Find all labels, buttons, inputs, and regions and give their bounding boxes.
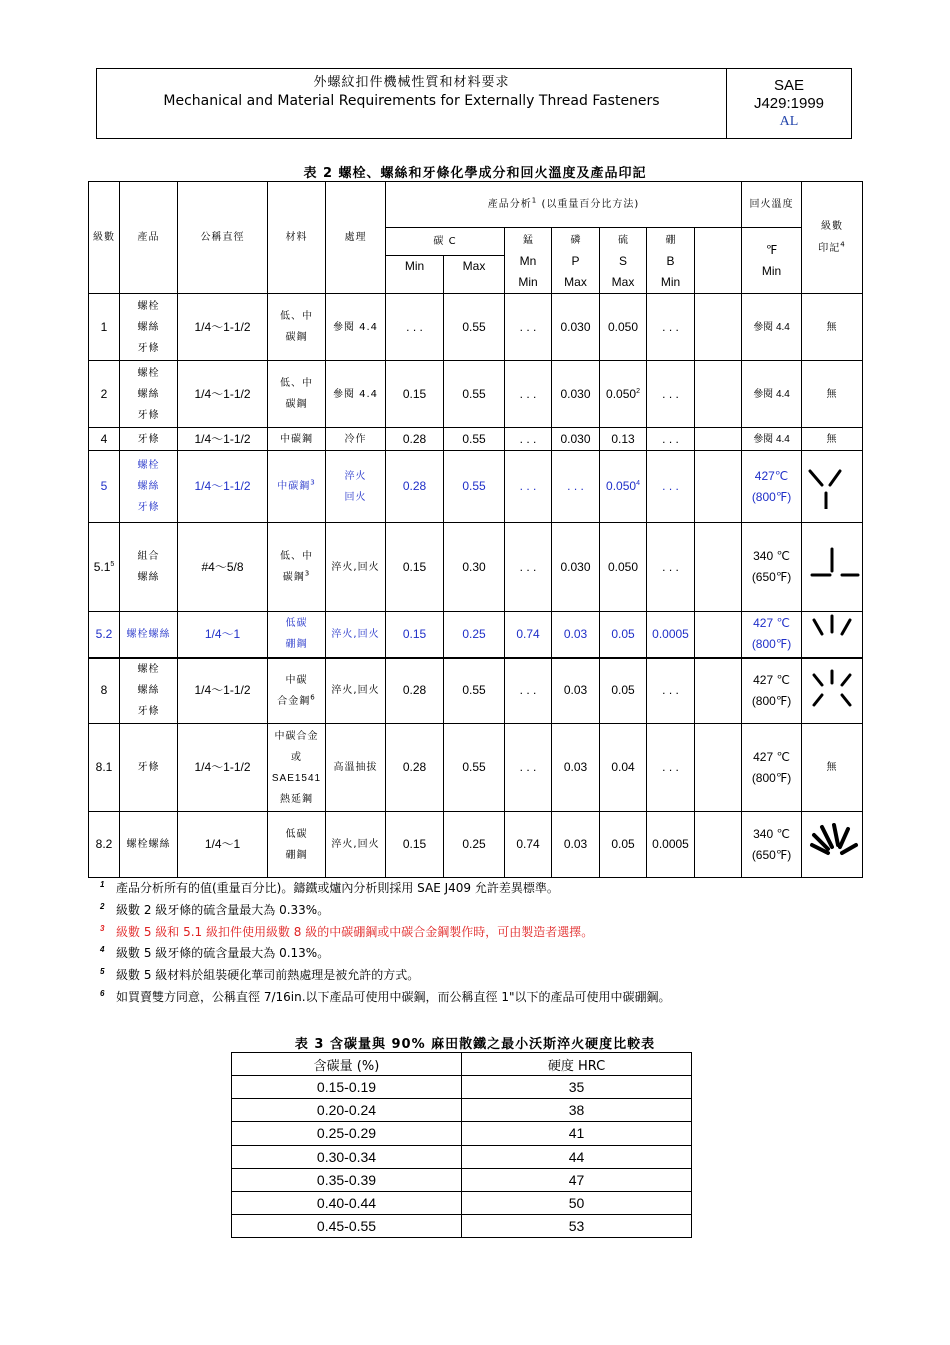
cell-mn: . . . — [505, 658, 552, 724]
grade-marking-8.2 — [804, 823, 860, 867]
std-line1: SAE — [773, 77, 804, 94]
cell-nominal-dia: 1/4～1 — [178, 812, 268, 878]
cell-b: . . . — [647, 361, 695, 428]
cell-hardness: 47 — [462, 1168, 692, 1191]
cell-material: 低碳 硼鋼 — [268, 812, 326, 878]
std-line3: AL — [779, 114, 799, 129]
cell-treatment: 淬火,回火 — [326, 612, 386, 658]
cell-blank — [695, 294, 742, 361]
hdr-nominal-dia: 公稱直徑 — [178, 182, 268, 294]
cell-carbon-range: 0.40-0.44 — [232, 1191, 462, 1214]
cell-c-min: 0.28 — [386, 428, 444, 451]
cell-grade: 8 — [89, 658, 120, 724]
cell-blank — [695, 451, 742, 523]
cell-product: 組合 螺絲 — [120, 523, 178, 612]
cell-carbon-range: 0.25-0.29 — [232, 1122, 462, 1145]
cell-tempering: 427 ℃ (800℉) — [742, 658, 802, 724]
hdr-material: 材料 — [268, 182, 326, 294]
cell-material: 低、中 碳鋼 — [268, 361, 326, 428]
cell-material: 中碳 合金鋼$^6$ — [268, 658, 326, 724]
footnote-1: 1 產品分析所有的值(重量百分比)。鑄鐵或爐內分析則採用 SAE J409 允許差異標準。 — [100, 880, 559, 895]
cell-c-max: 0.25 — [444, 612, 505, 658]
cell-marking: 無 — [802, 428, 863, 451]
table-row — [232, 1168, 692, 1191]
cell-c-max: 0.55 — [444, 428, 505, 451]
cell-b: . . . — [647, 428, 695, 451]
cell-blank — [695, 724, 742, 812]
cell-carbon-range: 0.30-0.34 — [232, 1145, 462, 1168]
std-line2: J429:1999 — [753, 95, 825, 112]
table-row — [232, 1191, 692, 1214]
cell-grade: 1 — [89, 294, 120, 361]
cell-c-max: 0.30 — [444, 523, 505, 612]
cell-c-max: 0.55 — [444, 451, 505, 523]
cell-tempering: 340 ℃ (650℉) — [742, 523, 802, 612]
hdr-analysis: 產品分析$^1$ (以重量百分比方法) — [386, 182, 742, 228]
cell-material: 低碳 硼鋼 — [268, 612, 326, 658]
cell-blank — [695, 523, 742, 612]
cell-tempering: 427 ℃ (800℉) — [742, 612, 802, 658]
cell-marking — [802, 812, 863, 878]
grade-marking-8 — [804, 669, 860, 713]
cell-p: 0.030 — [552, 361, 600, 428]
cell-tempering: 427℃ (800℉) — [742, 451, 802, 523]
cell-mn: . . . — [505, 361, 552, 428]
cell-marking: 無 — [802, 294, 863, 361]
hdr-p: 磷 P Max — [552, 228, 600, 294]
cell-c-min: 0.15 — [386, 812, 444, 878]
cell-carbon-range: 0.20-0.24 — [232, 1099, 462, 1122]
cell-blank — [695, 812, 742, 878]
cell-b: . . . — [647, 724, 695, 812]
hdr-blank — [695, 228, 742, 294]
cell-hardness: 35 — [462, 1076, 692, 1099]
table-row — [232, 1214, 692, 1237]
cell-hardness: 38 — [462, 1099, 692, 1122]
cell-carbon-range: 0.45-0.55 — [232, 1214, 462, 1237]
cell-product: 螺栓 螺絲 牙條 — [120, 658, 178, 724]
cell-grade: 2 — [89, 361, 120, 428]
cell-c-min: 0.28 — [386, 724, 444, 812]
grade-marking-5 — [804, 465, 860, 509]
cell-marking — [802, 451, 863, 523]
table-row — [232, 1122, 692, 1145]
cell-s: 0.050 — [600, 523, 647, 612]
header-title-cell — [97, 69, 727, 138]
hdr-carbon-content: 含碳量 (%) — [232, 1053, 462, 1076]
cell-p: 0.030 — [552, 523, 600, 612]
cell-carbon-range: 0.15-0.19 — [232, 1076, 462, 1099]
cell-b: . . . — [647, 294, 695, 361]
cell-b: . . . — [647, 451, 695, 523]
cell-grade: 8.1 — [89, 724, 120, 812]
cell-c-max: 0.55 — [444, 294, 505, 361]
cell-p: 0.030 — [552, 428, 600, 451]
document-header — [96, 68, 852, 139]
hdr-treatment: 處理 — [326, 182, 386, 294]
cell-nominal-dia: 1/4～1-1/2 — [178, 294, 268, 361]
cell-treatment: 淬火,回火 — [326, 658, 386, 724]
cell-b: 0.0005 — [647, 812, 695, 878]
cell-treatment: 淬火,回火 — [326, 523, 386, 612]
cell-tempering: 參閱 4.4 — [742, 361, 802, 428]
table-row — [89, 361, 863, 428]
cell-carbon-range: 0.35-0.39 — [232, 1168, 462, 1191]
cell-p: 0.03 — [552, 812, 600, 878]
footnote-4: 4 級數 5 級牙條的硫含量最大為 0.13%。 — [100, 945, 330, 961]
cell-material: 低、中 碳鋼 — [268, 294, 326, 361]
table-row — [89, 451, 863, 523]
cell-blank — [695, 612, 742, 658]
cell-s: 0.05 — [600, 658, 647, 724]
table-row — [89, 294, 863, 361]
cell-nominal-dia: 1/4～1-1/2 — [178, 361, 268, 428]
cell-c-min: 0.15 — [386, 523, 444, 612]
cell-marking — [802, 523, 863, 612]
cell-marking — [802, 612, 863, 658]
hdr-temp-f: ℉ Min — [742, 228, 802, 294]
cell-grade: 5 — [89, 451, 120, 523]
cell-b: . . . — [647, 523, 695, 612]
cell-product: 牙條 — [120, 428, 178, 451]
table-row — [232, 1145, 692, 1168]
cell-nominal-dia: #4～5/8 — [178, 523, 268, 612]
cell-s: 0.04 — [600, 724, 647, 812]
cell-tempering: 參閱 4.4 — [742, 294, 802, 361]
cell-marking: 無 — [802, 724, 863, 812]
footnote-2: 2 級數 2 級牙條的硫含量最大為 0.33%。 — [100, 901, 330, 917]
cell-tempering: 427 ℃ (800℉) — [742, 724, 802, 812]
cell-nominal-dia: 1/4～1-1/2 — [178, 451, 268, 523]
cell-s: 0.050$^2$ — [600, 361, 647, 428]
table-row — [89, 612, 863, 658]
hdr-s: 硫 S Max — [600, 228, 647, 294]
cell-c-min: 0.15 — [386, 361, 444, 428]
cell-mn: 0.74 — [505, 612, 552, 658]
cell-blank — [695, 658, 742, 724]
cell-hardness: 53 — [462, 1214, 692, 1237]
cell-grade: 8.2 — [89, 812, 120, 878]
cell-material: 低、中 碳鋼$^3$ — [268, 523, 326, 612]
cell-product: 螺栓螺絲 — [120, 612, 178, 658]
cell-mn: . . . — [505, 724, 552, 812]
cell-s: 0.05 — [600, 812, 647, 878]
cell-nominal-dia: 1/4～1-1/2 — [178, 428, 268, 451]
title-en: Mechanical and Material Requirements for Externally Thread Fasteners — [163, 93, 660, 109]
header-standard-cell — [727, 69, 851, 138]
table2-caption: 表 2 螺栓、螺絲和牙條化學成分和回火溫度及產品印記 — [303, 166, 647, 181]
cell-nominal-dia: 1/4～1 — [178, 612, 268, 658]
cell-marking — [802, 658, 863, 724]
cell-product: 螺栓螺絲 — [120, 812, 178, 878]
title-zh: 外螺紋扣件機械性質和材料要求 — [313, 75, 510, 90]
table-row — [89, 812, 863, 878]
cell-treatment: 參閱 4.4 — [326, 294, 386, 361]
hdr-b: 硼 B Min — [647, 228, 695, 294]
footnote-6: 6 如買賣雙方同意，公稱直徑 7/16in.以下產品可使用中碳鋼，而公稱直徑 1"以下的產品可使用中碳硼鋼。 — [100, 988, 671, 1004]
cell-mn: 0.74 — [505, 812, 552, 878]
cell-material: 中碳鋼 — [268, 428, 326, 451]
cell-p: . . . — [552, 451, 600, 523]
cell-blank — [695, 428, 742, 451]
cell-hardness: 41 — [462, 1122, 692, 1145]
cell-treatment: 高溫抽拔 — [326, 724, 386, 812]
table-row — [89, 523, 863, 612]
cell-s: 0.05 — [600, 612, 647, 658]
table-row — [89, 658, 863, 724]
cell-p: 0.03 — [552, 724, 600, 812]
cell-c-min: 0.28 — [386, 658, 444, 724]
cell-treatment: 參閱 4.4 — [326, 361, 386, 428]
hdr-product: 產品 — [120, 182, 178, 294]
hdr-c-max: Max — [444, 256, 505, 294]
cell-treatment: 冷作 — [326, 428, 386, 451]
table-row — [232, 1076, 692, 1099]
footnote-3: 3 級數 5 級和 5.1 級扣件使用級數 8 級的中碳硼鋼或中碳合金鋼製作時，可由製造者選擇。 — [100, 923, 594, 939]
cell-material: 中碳鋼$^3$ — [268, 451, 326, 523]
table-row — [232, 1099, 692, 1122]
cell-c-max: 0.55 — [444, 658, 505, 724]
cell-blank — [695, 361, 742, 428]
cell-c-max: 0.55 — [444, 724, 505, 812]
table-row — [89, 428, 863, 451]
hdr-tempering: 回火溫度 — [742, 182, 802, 228]
cell-mn: . . . — [505, 294, 552, 361]
grade-marking-5.2 — [804, 612, 860, 656]
cell-mn: . . . — [505, 451, 552, 523]
table3-caption: 表 3 含碳量與 90% 麻田散鐵之最小沃斯淬火硬度比較表 — [294, 1037, 656, 1052]
cell-b: . . . — [647, 658, 695, 724]
footnotes — [100, 878, 880, 1009]
cell-treatment: 淬火 回火 — [326, 451, 386, 523]
cell-grade: 5.2 — [89, 612, 120, 658]
cell-material: 中碳合金 或 SAE1541 熱延鋼 — [268, 724, 326, 812]
cell-marking: 無 — [802, 361, 863, 428]
hdr-marking: 級數 印記$^4$ — [802, 182, 863, 294]
cell-product: 牙條 — [120, 724, 178, 812]
cell-grade: 4 — [89, 428, 120, 451]
cell-nominal-dia: 1/4～1-1/2 — [178, 724, 268, 812]
hardness-table — [231, 1052, 692, 1238]
cell-c-min: . . . — [386, 294, 444, 361]
table-row — [89, 724, 863, 812]
grade-marking-5.1 — [804, 545, 860, 589]
cell-s: 0.050 — [600, 294, 647, 361]
cell-product: 螺栓 螺絲 牙條 — [120, 451, 178, 523]
cell-nominal-dia: 1/4～1-1/2 — [178, 658, 268, 724]
footnote-5: 5 級數 5 級材料於組裝硬化華司前熱處理是被允許的方式。 — [100, 967, 420, 983]
cell-c-min: 0.28 — [386, 451, 444, 523]
cell-product: 螺栓 螺絲 牙條 — [120, 361, 178, 428]
hdr-carbon: 碳 C — [386, 228, 505, 256]
cell-p: 0.030 — [552, 294, 600, 361]
cell-treatment: 淬火,回火 — [326, 812, 386, 878]
cell-b: 0.0005 — [647, 612, 695, 658]
cell-hardness: 50 — [462, 1191, 692, 1214]
chemical-composition-table — [88, 181, 863, 878]
cell-c-max: 0.25 — [444, 812, 505, 878]
cell-c-min: 0.15 — [386, 612, 444, 658]
cell-hardness: 44 — [462, 1145, 692, 1168]
hdr-grade: 級數 — [89, 182, 120, 294]
hdr-c-min: Min — [386, 256, 444, 294]
cell-s: 0.050$^4$ — [600, 451, 647, 523]
cell-mn: . . . — [505, 523, 552, 612]
hdr-mn: 錳 Mn Min — [505, 228, 552, 294]
cell-tempering: 參閱 4.4 — [742, 428, 802, 451]
cell-grade: $5.1^5$ — [89, 523, 120, 612]
cell-c-max: 0.55 — [444, 361, 505, 428]
cell-p: 0.03 — [552, 612, 600, 658]
hdr-hardness: 硬度 HRC — [462, 1053, 692, 1076]
cell-p: 0.03 — [552, 658, 600, 724]
cell-product: 螺栓 螺絲 牙條 — [120, 294, 178, 361]
cell-mn: . . . — [505, 428, 552, 451]
cell-s: 0.13 — [600, 428, 647, 451]
cell-tempering: 340 ℃ (650℉) — [742, 812, 802, 878]
